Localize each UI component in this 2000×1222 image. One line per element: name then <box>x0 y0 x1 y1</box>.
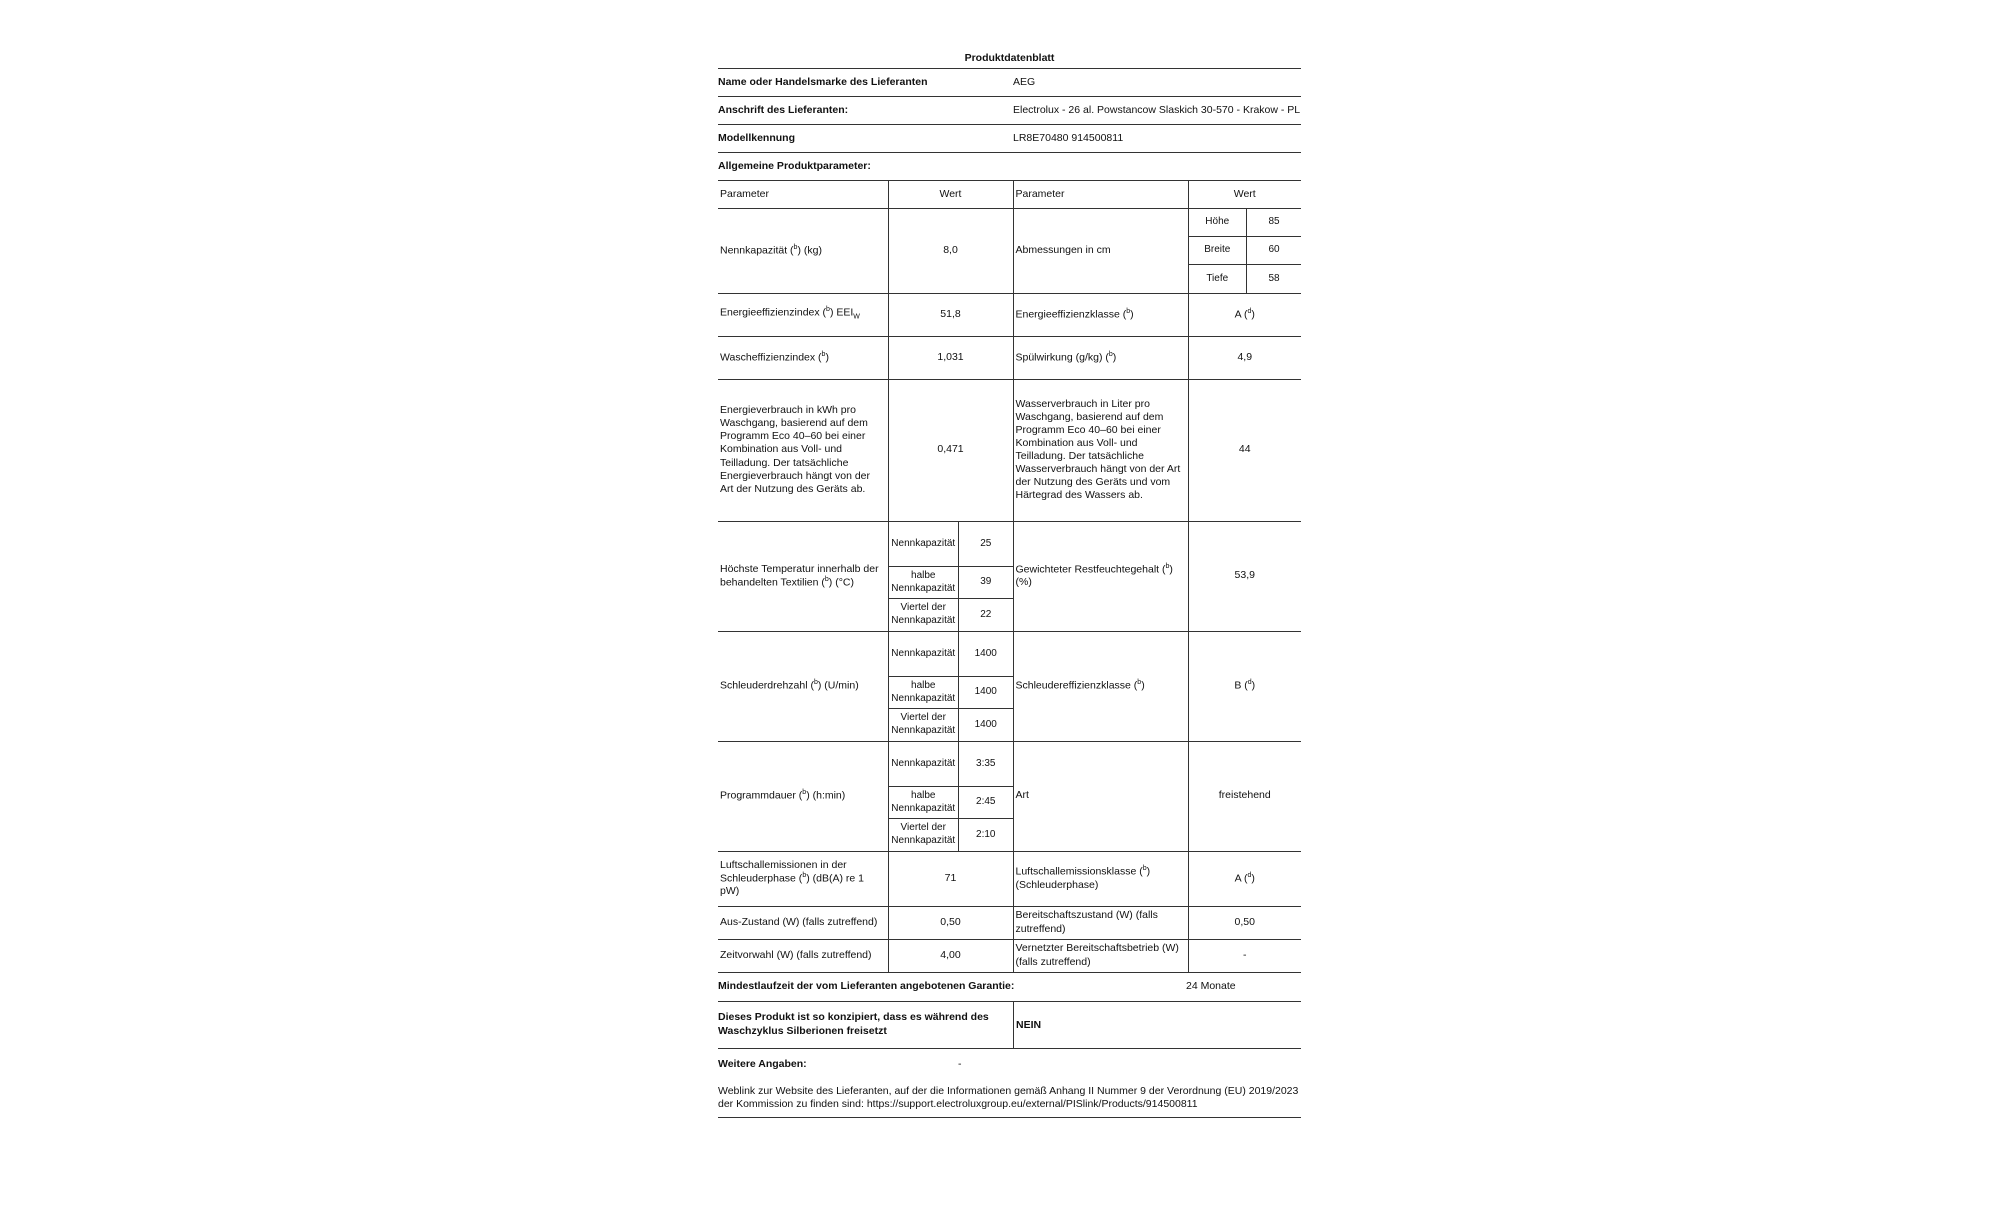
header-parameter-1: Parameter <box>718 181 888 208</box>
general-parameters-heading: Allgemeine Produktparameter: <box>718 153 1301 181</box>
spin-quarter-label: Viertel der Nennkapazität <box>891 712 956 736</box>
further-info-row <box>718 1049 1301 1081</box>
temperature-cell <box>888 521 1013 631</box>
dim-height-label: Höhe <box>1189 209 1247 237</box>
temp-half-value: 39 <box>959 567 1013 599</box>
spin-half-label: halbe Nennkapazität <box>889 677 959 709</box>
eei-label: Energieeffizienzindex ($^b$) $EEI_W$ <box>718 293 888 336</box>
spin-speed-cell <box>888 631 1013 741</box>
standby-label: Bereitschaftszustand (W) (falls zutreffend) <box>1013 906 1188 939</box>
noise-class-label: Luftschallemissionsklasse ($^b$) (Schleuderphase) <box>1013 851 1188 906</box>
moisture-label: Gewichteter Restfeuchtegehalt ($^b$) (%) <box>1013 521 1188 631</box>
temp-quarter-value: 22 <box>959 599 1013 631</box>
rinse-value: 4,9 <box>1188 336 1301 379</box>
address-label: Anschrift des Lieferanten: <box>718 103 849 116</box>
dimensions-label: Abmessungen in cm <box>1013 208 1188 293</box>
further-info-label: Weitere Angaben: <box>718 1057 807 1070</box>
temperature-row <box>718 521 1301 631</box>
duration-cell <box>888 741 1013 851</box>
header-value-1: Wert <box>888 181 1013 208</box>
supplier-value: AEG <box>1013 75 1036 88</box>
water-use-label: Wasserverbrauch in Liter pro Waschgang, basierend auf dem Programm Eco 40–60 bei einer Kombination aus Voll- und Teilladung. Der tatsächliche Wasserverbrauch hängt von der Art der Nutzung des Geräts und vom Härtegrad des Wassers ab. <box>1013 379 1188 521</box>
energy-class-value: A ($^d$) <box>1188 293 1301 336</box>
energy-use-value: 0,471 <box>888 379 1013 521</box>
noise-row <box>718 851 1301 906</box>
product-data-sheet <box>718 48 1301 1118</box>
capacity-row <box>718 208 1301 293</box>
noise-label: Luftschallemissionen in der Schleuderphase ($^b$) (dB(A) re 1 pW) <box>718 851 888 906</box>
delay-label: Zeitvorwahl (W) (falls zutreffend) <box>718 939 888 972</box>
weblink-text: Weblink zur Website des Lieferanten, auf der die Informationen gemäß Anhang II Nummer 9 der Verordnung (EU) 2019/2023 der Kommission zu finden sind: https://support.electroluxgroup.eu/external/PISlink/Products/914500811 <box>718 1081 1301 1118</box>
silver-ion-value: NEIN <box>1013 1002 1301 1048</box>
dim-depth-label: Tiefe <box>1206 272 1229 284</box>
duration-full-value: 3:35 <box>959 742 1013 787</box>
supplier-row <box>718 69 1301 97</box>
energy-class-label: Energieeffizienzklasse ($^b$) <box>1013 293 1188 336</box>
model-row <box>718 125 1301 153</box>
eei-row <box>718 293 1301 336</box>
duration-half-label: halbe Nennkapazität <box>889 787 959 819</box>
networked-label: Vernetzter Bereitschaftsbetrieb (W) (falls zutreffend) <box>1013 939 1188 972</box>
eei-value: 51,8 <box>888 293 1013 336</box>
parameter-table <box>718 181 1301 973</box>
temp-full-label: Nennkapazität <box>889 522 959 567</box>
supplier-label: Name oder Handelsmarke des Lieferanten <box>718 75 928 88</box>
spin-full-value: 1400 <box>959 632 1013 677</box>
spin-quarter-value: 1400 <box>959 709 1013 741</box>
sheet-title: Produktdatenblatt <box>718 48 1301 69</box>
model-value: LR8E70480 914500811 <box>1013 131 1124 144</box>
temp-half-label: halbe Nennkapazität <box>889 567 959 599</box>
type-label: Art <box>1013 741 1188 851</box>
off-mode-value: 0,50 <box>888 906 1013 939</box>
capacity-value: 8,0 <box>888 208 1013 293</box>
duration-row <box>718 741 1301 851</box>
duration-full-label: Nennkapazität <box>889 742 959 787</box>
delay-row <box>718 939 1301 972</box>
header-parameter-2: Parameter <box>1013 181 1188 208</box>
spin-class-label: Schleudereffizienzklasse ($^b$) <box>1013 631 1188 741</box>
temp-quarter-label: Viertel der Nennkapazität <box>891 602 956 626</box>
silver-ion-label: Dieses Produkt ist so konzipiert, dass es während des Waschzyklus Silberionen freisetzt <box>718 1011 989 1037</box>
header-row <box>718 181 1301 208</box>
off-mode-row <box>718 906 1301 939</box>
dim-height-value: 85 <box>1247 209 1302 237</box>
off-mode-label: Aus-Zustand (W) (falls zutreffend) <box>718 906 888 939</box>
warranty-row <box>718 973 1301 1002</box>
type-value: freistehend <box>1188 741 1301 851</box>
noise-class-value: A ($^d$) <box>1188 851 1301 906</box>
networked-value: - <box>1188 939 1301 972</box>
moisture-value: 53,9 <box>1188 521 1301 631</box>
model-label: Modellkennung <box>718 131 795 144</box>
temperature-label: Höchste Temperatur innerhalb der behandelten Textilien ($^b$) (°C) <box>718 521 888 631</box>
header-value-2: Wert <box>1188 181 1301 208</box>
silver-ion-row <box>718 1002 1301 1049</box>
duration-quarter-label: Viertel der Nennkapazität <box>891 822 956 846</box>
spin-speed-label: Schleuderdrehzahl ($^b$) (U/min) <box>718 631 888 741</box>
dimensions-cell <box>1188 208 1301 293</box>
dim-width-value: 60 <box>1247 236 1302 265</box>
temp-full-value: 25 <box>959 522 1013 567</box>
duration-label: Programmdauer ($^b$) (h:min) <box>718 741 888 851</box>
dim-width-label: Breite <box>1189 236 1247 265</box>
spin-speed-row <box>718 631 1301 741</box>
delay-value: 4,00 <box>888 939 1013 972</box>
water-use-value: 44 <box>1188 379 1301 521</box>
standby-value: 0,50 <box>1188 906 1301 939</box>
dim-depth-value: 58 <box>1247 265 1302 293</box>
duration-quarter-value: 2:10 <box>959 819 1013 851</box>
capacity-label: Nennkapazität ($^b$) (kg) <box>718 208 888 293</box>
warranty-value: 24 Monate <box>1186 979 1236 992</box>
spin-full-label: Nennkapazität <box>889 632 959 677</box>
address-row <box>718 97 1301 125</box>
wash-efficiency-label: Wascheffizienzindex ($^b$) <box>718 336 888 379</box>
rinse-label: Spülwirkung (g/kg) ($^b$) <box>1013 336 1188 379</box>
spin-half-value: 1400 <box>959 677 1013 709</box>
consumption-row <box>718 379 1301 521</box>
address-value: Electrolux - 26 al. Powstancow Slaskich 30-570 - Krakow - PL <box>1013 103 1301 116</box>
duration-half-value: 2:45 <box>959 787 1013 819</box>
spin-class-value: B ($^d$) <box>1188 631 1301 741</box>
wash-efficiency-value: 1,031 <box>888 336 1013 379</box>
warranty-label: Mindestlaufzeit der vom Lieferanten angebotenen Garantie: <box>718 979 1015 992</box>
energy-use-label: Energieverbrauch in kWh pro Waschgang, basierend auf dem Programm Eco 40–60 bei einer Kombination aus Voll- und Teilladung. Der tatsächliche Energieverbrauch hängt von der Art der Nutzung des Geräts ab. <box>718 379 888 521</box>
noise-value: 71 <box>888 851 1013 906</box>
further-info-value: - <box>958 1057 962 1070</box>
wash-efficiency-row <box>718 336 1301 379</box>
